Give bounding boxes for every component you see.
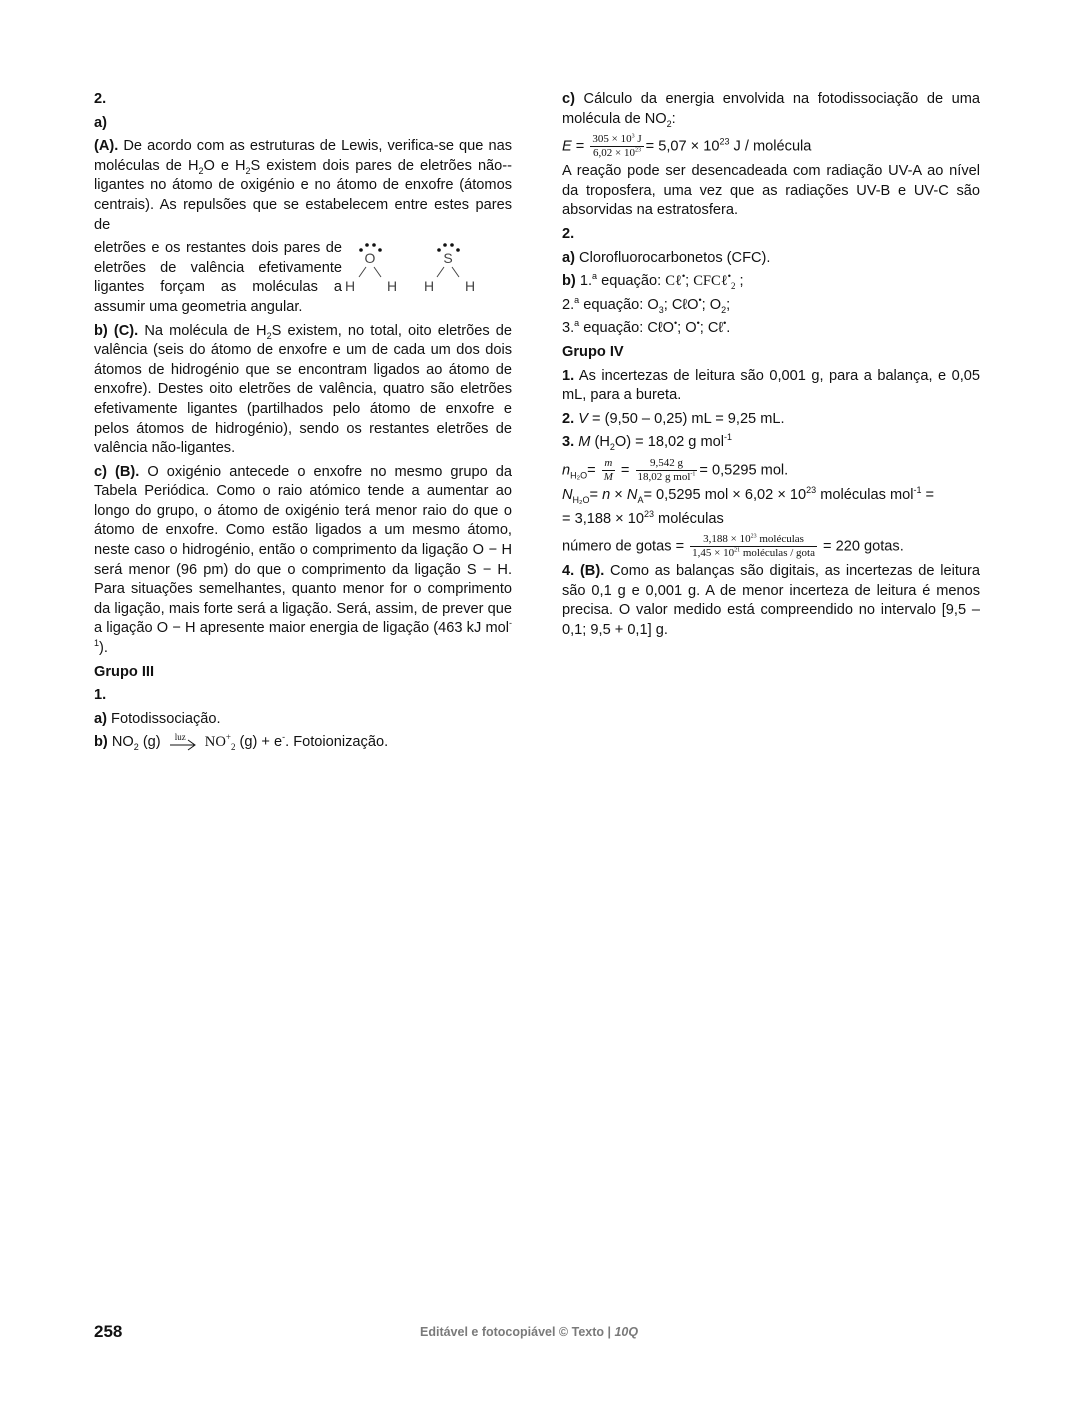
right-column — [562, 90, 980, 644]
water-lewis-structure — [345, 243, 397, 294]
subquestion-label: a) — [94, 114, 107, 131]
copyright-notice: Editável e fotocopiável © Texto | 10Q — [420, 1325, 639, 1339]
answer-2c-paragraph: c) (B). O oxigénio antecede o enxofre no mesmo grupo da Tabela Periódica. Como o raio atómico tende a aumentar ao longo do grupo, o átomo de oxigénio terá menor raio do que o átomo de enxofre. Como estão ligados a um mesmo átomo, neste caso o hidrogénio, então o comprimento da ligação O − H será menor (96 pm) do que o comprimento da ligação S − H. Para situações semelhantes, quanto menor for o comprimento da ligação, mais forte será a ligação. Será, assim, de prever que a ligação O − H apresente maior energia de ligação (463 kJ mol$^{-1}$). — [94, 463, 512, 657]
answer-g3-2a: a) Clorofluorocarbonetos (CFC). — [562, 249, 771, 266]
reaction-arrow-icon: luz — [169, 735, 197, 751]
answer-g4-4: 4. (B). Como as balanças são digitais, as incertezas de leitura são 0,1 g e 0,001 g. A de menor incerteza de leitura é menos precisa. O valor medido está compreendido no intervalo [9,5 – 0,1; 9,5 + 0,1] g. — [562, 563, 980, 638]
answer-option: (A). — [94, 138, 119, 155]
answer-2a-paragraph: (A). De acordo com as estruturas de Lewis, verifica-se que nas moléculas de $H_2O$ e $H_2S$ existem dois pares de eletrões não--ligantes no átomo de oxigénio e no átomo de enxofre (átomos centrais). As repulsões que se estabelecem entre estes pares de — [94, 138, 513, 233]
lewis-block — [94, 239, 512, 317]
energy-equation: E = $\frac{305 \times 10^3 J}{6,02 \times 10^{23}}$ = $5,07 \times 10^{23}$ J / molécula — [562, 133, 812, 160]
answer-g4-2: 2. V = (9,50 – 0,25) mL = 9,25 mL. — [562, 410, 785, 427]
mass-over-molar-mass-fraction: $\frac{m}{M}$ — [603, 456, 613, 483]
answer-g3-2b-eq2: 2.$^a$ equação: $O_3$; CℓO•; $O_2$; — [562, 294, 731, 315]
question-number: 2. — [562, 225, 575, 242]
hydrogen-atom: H — [344, 278, 356, 295]
book-title: 10Q — [614, 1325, 639, 1339]
hydrogen-atom: H — [386, 278, 398, 295]
hydrogen-atom: H — [423, 278, 435, 295]
hydrogen-sulfide-lewis-structure — [424, 243, 475, 294]
molecules-equation: $N_{H_2O}= n \times N_A= 0,5295$ mol × $6,02 \times 10^{23}$ moléculas mol$^{-1}$ = — [562, 485, 935, 505]
moles-equation: $n_{H_2O}=$ $\frac{m}{M}$ = $\frac{9,542 g}{18,02 g mol^{-1}}$ = 0,5295 mol. — [562, 456, 789, 483]
energy-fraction: $\frac{305 \times 10^3 J}{6,02 \times 10^{23}}$ — [592, 133, 642, 160]
answer-2b-paragraph: b) (C). Na molécula de $H_2S$ existem, no total, oito eletrões de valência (seis do átomo de enxofre e um de cada um dos dois átomos de hidrogénio que se encontram ligados ao átomo de enxofre). Destes oito eletrões de valência, quatro são eletrões efetivamente ligantes (partilhados pelo átomo de enxofre e pelos átomos de hidrogénio), sendo os restantes eletrões de valência não-ligantes. — [94, 322, 512, 457]
oxygen-atom: O — [364, 250, 376, 267]
question-number: 1. — [94, 687, 107, 704]
answer-g3-1a: a) Fotodissociação. — [94, 710, 221, 727]
moles-value-fraction: $\frac{9,542 g}{18,02 g mol^{-1}}$ — [637, 456, 696, 483]
page-number: 258 — [94, 1322, 123, 1341]
answer-2a-continuation: eletrões e os restantes dois pares de eletrões de valência efetivamente ligantes forçam as moléculas a assumir uma geometria angular. — [94, 240, 342, 315]
answer-g3-1c: c) Cálculo da energia envolvida na fotodissociação de uma molécula de $NO_2$: — [562, 91, 980, 129]
group-3-heading: Grupo III — [94, 663, 154, 680]
group-4-heading: Grupo IV — [562, 343, 624, 360]
drops-equation: número de gotas = $\frac{3,188 \times 10^{23} moléculas}{1,45 \times 10^{21} moléculas / gota}$ = 220 gotas. — [562, 533, 904, 560]
answer-g4-3: 3. M $(H_2O) = 18,02$ g mol$^{-1}$ — [562, 432, 733, 453]
drops-fraction: $\frac{3,188 \times 10^{23} moléculas}{1,45 \times 10^{21} moléculas / gota}$ — [692, 533, 815, 560]
lewis-structures-diagram — [346, 241, 516, 297]
answer-g3-1c-explanation: A reação pode ser desencadeada com radiação UV-A ao nível da troposfera, uma vez que as radiações UV-B e UV-C são absorvidas na estratosfera. — [562, 163, 980, 219]
answer-g3-2b-eq1: b) 1.$^a$ equação: Cℓ•; CFCℓ•$_2$ ; — [562, 271, 744, 292]
molecules-result: = $3,188 \times 10^{23}$ moléculas — [562, 508, 724, 527]
question-number: 2. — [94, 91, 107, 107]
answer-g4-1: 1. As incertezas de leitura são 0,001 g, para a balança, e 0,05 mL, para a bureta. — [562, 367, 980, 404]
sulfur-atom: S — [443, 250, 453, 267]
answer-g3-1b: b) $NO_2$ (g) luz $NO^+_2$ (g) + e-. Fotoionização. — [94, 731, 389, 753]
answer-g3-2b-eq3: 3.$^a$ equação: CℓO•; O•; Cℓ•. — [562, 318, 731, 337]
hydrogen-atom: H — [464, 278, 476, 295]
left-column — [94, 90, 512, 757]
